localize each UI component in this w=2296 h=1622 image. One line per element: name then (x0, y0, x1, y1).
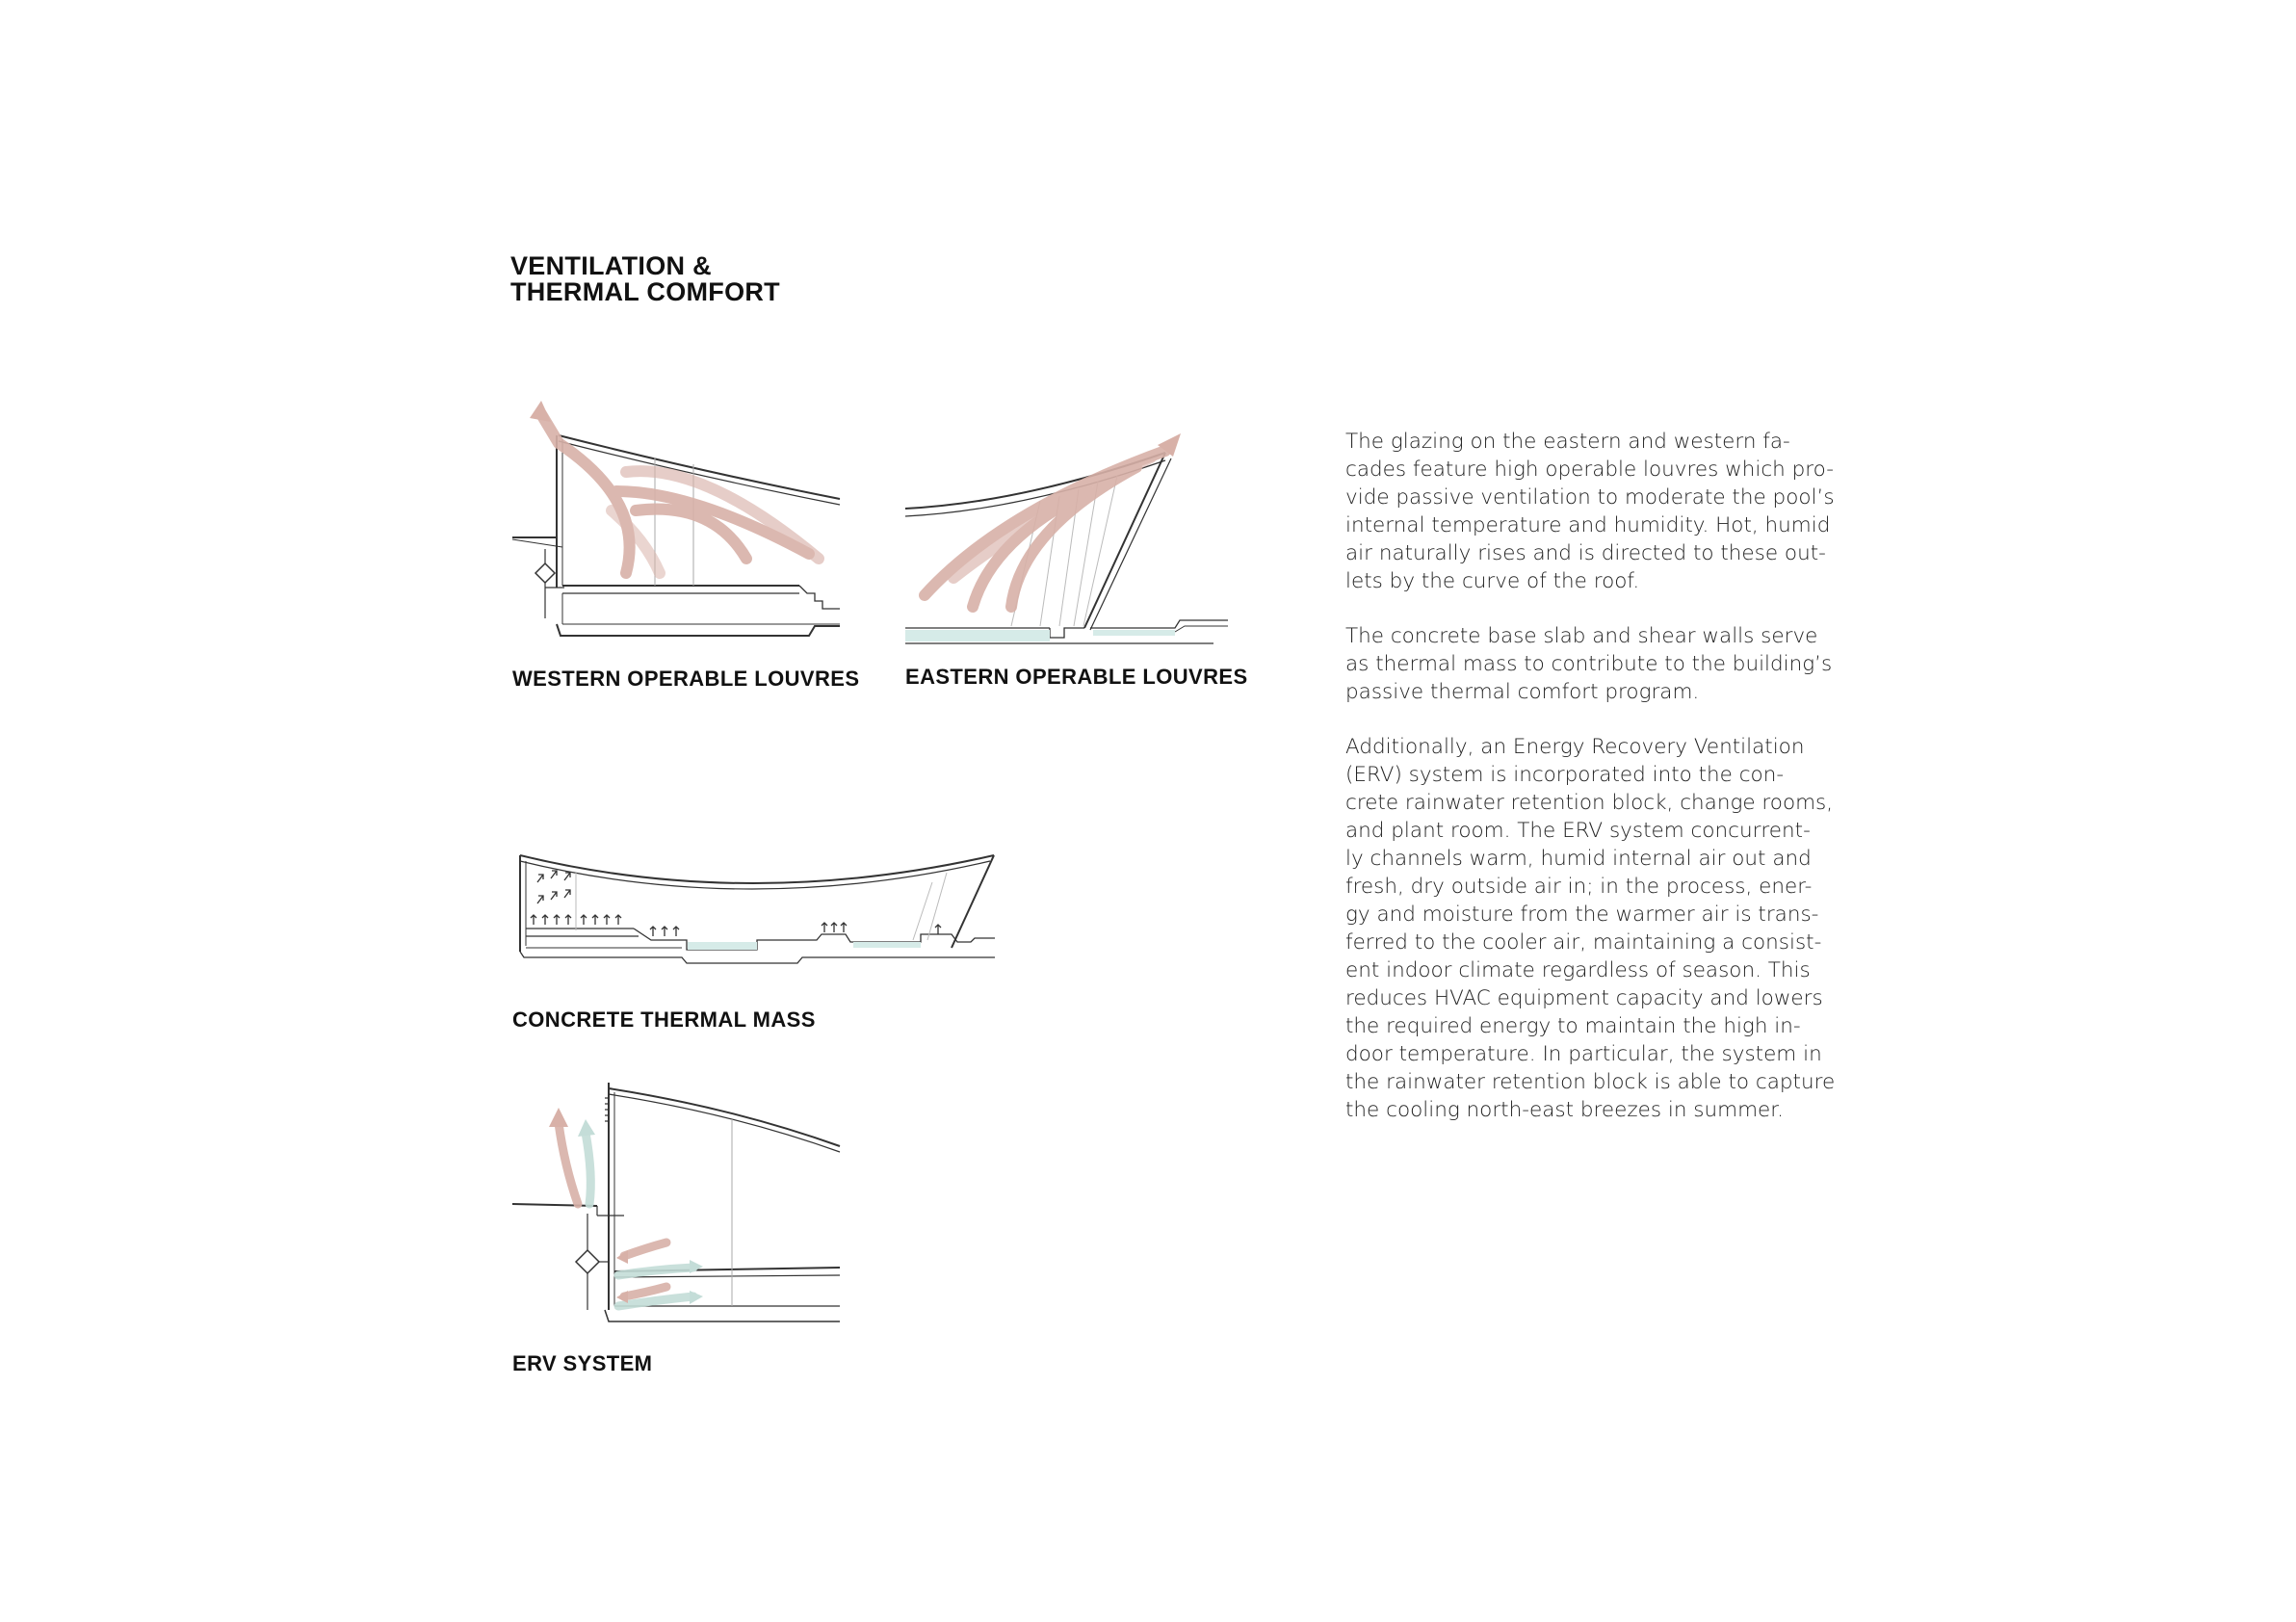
paragraph-louvres (1345, 428, 1835, 595)
text-line: vide passive ventilation to moderate the pool’s (1345, 485, 1835, 510)
text-line: as thermal mass to contribute to the building’s (1345, 652, 1833, 676)
text-line: Additionally, an Energy Recovery Ventilation (1345, 735, 1805, 759)
text-line: (ERV) system is incorporated into the con- (1345, 763, 1785, 787)
text-line: the cooling north-east breezes in summer. (1345, 1098, 1784, 1122)
paragraph-erv (1345, 733, 1836, 1124)
title-line-1: VENTILATION & (510, 251, 712, 280)
text-line: reduces HVAC equipment capacity and lowers (1345, 986, 1823, 1010)
caption-thermal-mass: CONCRETE THERMAL MASS (512, 1007, 816, 1032)
caption-erv-system: ERV SYSTEM (512, 1351, 653, 1375)
text-line: gy and moisture from the warmer air is trans- (1345, 903, 1819, 927)
western-louvres-diagram (501, 395, 857, 645)
text-line: air naturally rises and is directed to these out- (1345, 541, 1826, 565)
page-title (510, 253, 780, 305)
text-line: crete rainwater retention block, change rooms, (1345, 791, 1834, 815)
text-line: cades feature high operable louvres which pro- (1345, 458, 1834, 482)
eastern-louvres-diagram (896, 424, 1242, 655)
text-line: lets by the curve of the roof. (1345, 569, 1640, 593)
text-line: internal temperature and humidity. Hot, humid (1345, 513, 1831, 537)
text-line: the rainwater retention block is able to capture (1345, 1070, 1836, 1094)
text-line: ly channels warm, humid internal air out and (1345, 847, 1812, 871)
text-line: ferred to the cooler air, maintaining a consist- (1345, 930, 1822, 955)
erv-system-diagram (501, 1069, 857, 1348)
title-line-2: THERMAL COMFORT (510, 277, 780, 306)
text-line: The glazing on the eastern and western fa- (1345, 430, 1790, 454)
body-text (1345, 428, 1836, 1151)
paragraph-thermal-mass (1345, 622, 1833, 706)
text-line: fresh, dry outside air in; in the process, ener- (1345, 875, 1813, 899)
text-line: door temperature. In particular, the system in (1345, 1042, 1822, 1066)
text-line: the required energy to maintain the high in- (1345, 1014, 1801, 1038)
caption-eastern-louvres: EASTERN OPERABLE LOUVRES (905, 665, 1248, 689)
text-line: The concrete base slab and shear walls serve (1345, 624, 1818, 648)
text-line: ent indoor climate regardless of season. This (1345, 958, 1811, 982)
text-line: passive thermal comfort program. (1345, 680, 1700, 704)
thermal-mass-diagram (509, 844, 1019, 969)
caption-western-louvres: WESTERN OPERABLE LOUVRES (512, 667, 860, 691)
text-line: and plant room. The ERV system concurrent- (1345, 819, 1811, 843)
